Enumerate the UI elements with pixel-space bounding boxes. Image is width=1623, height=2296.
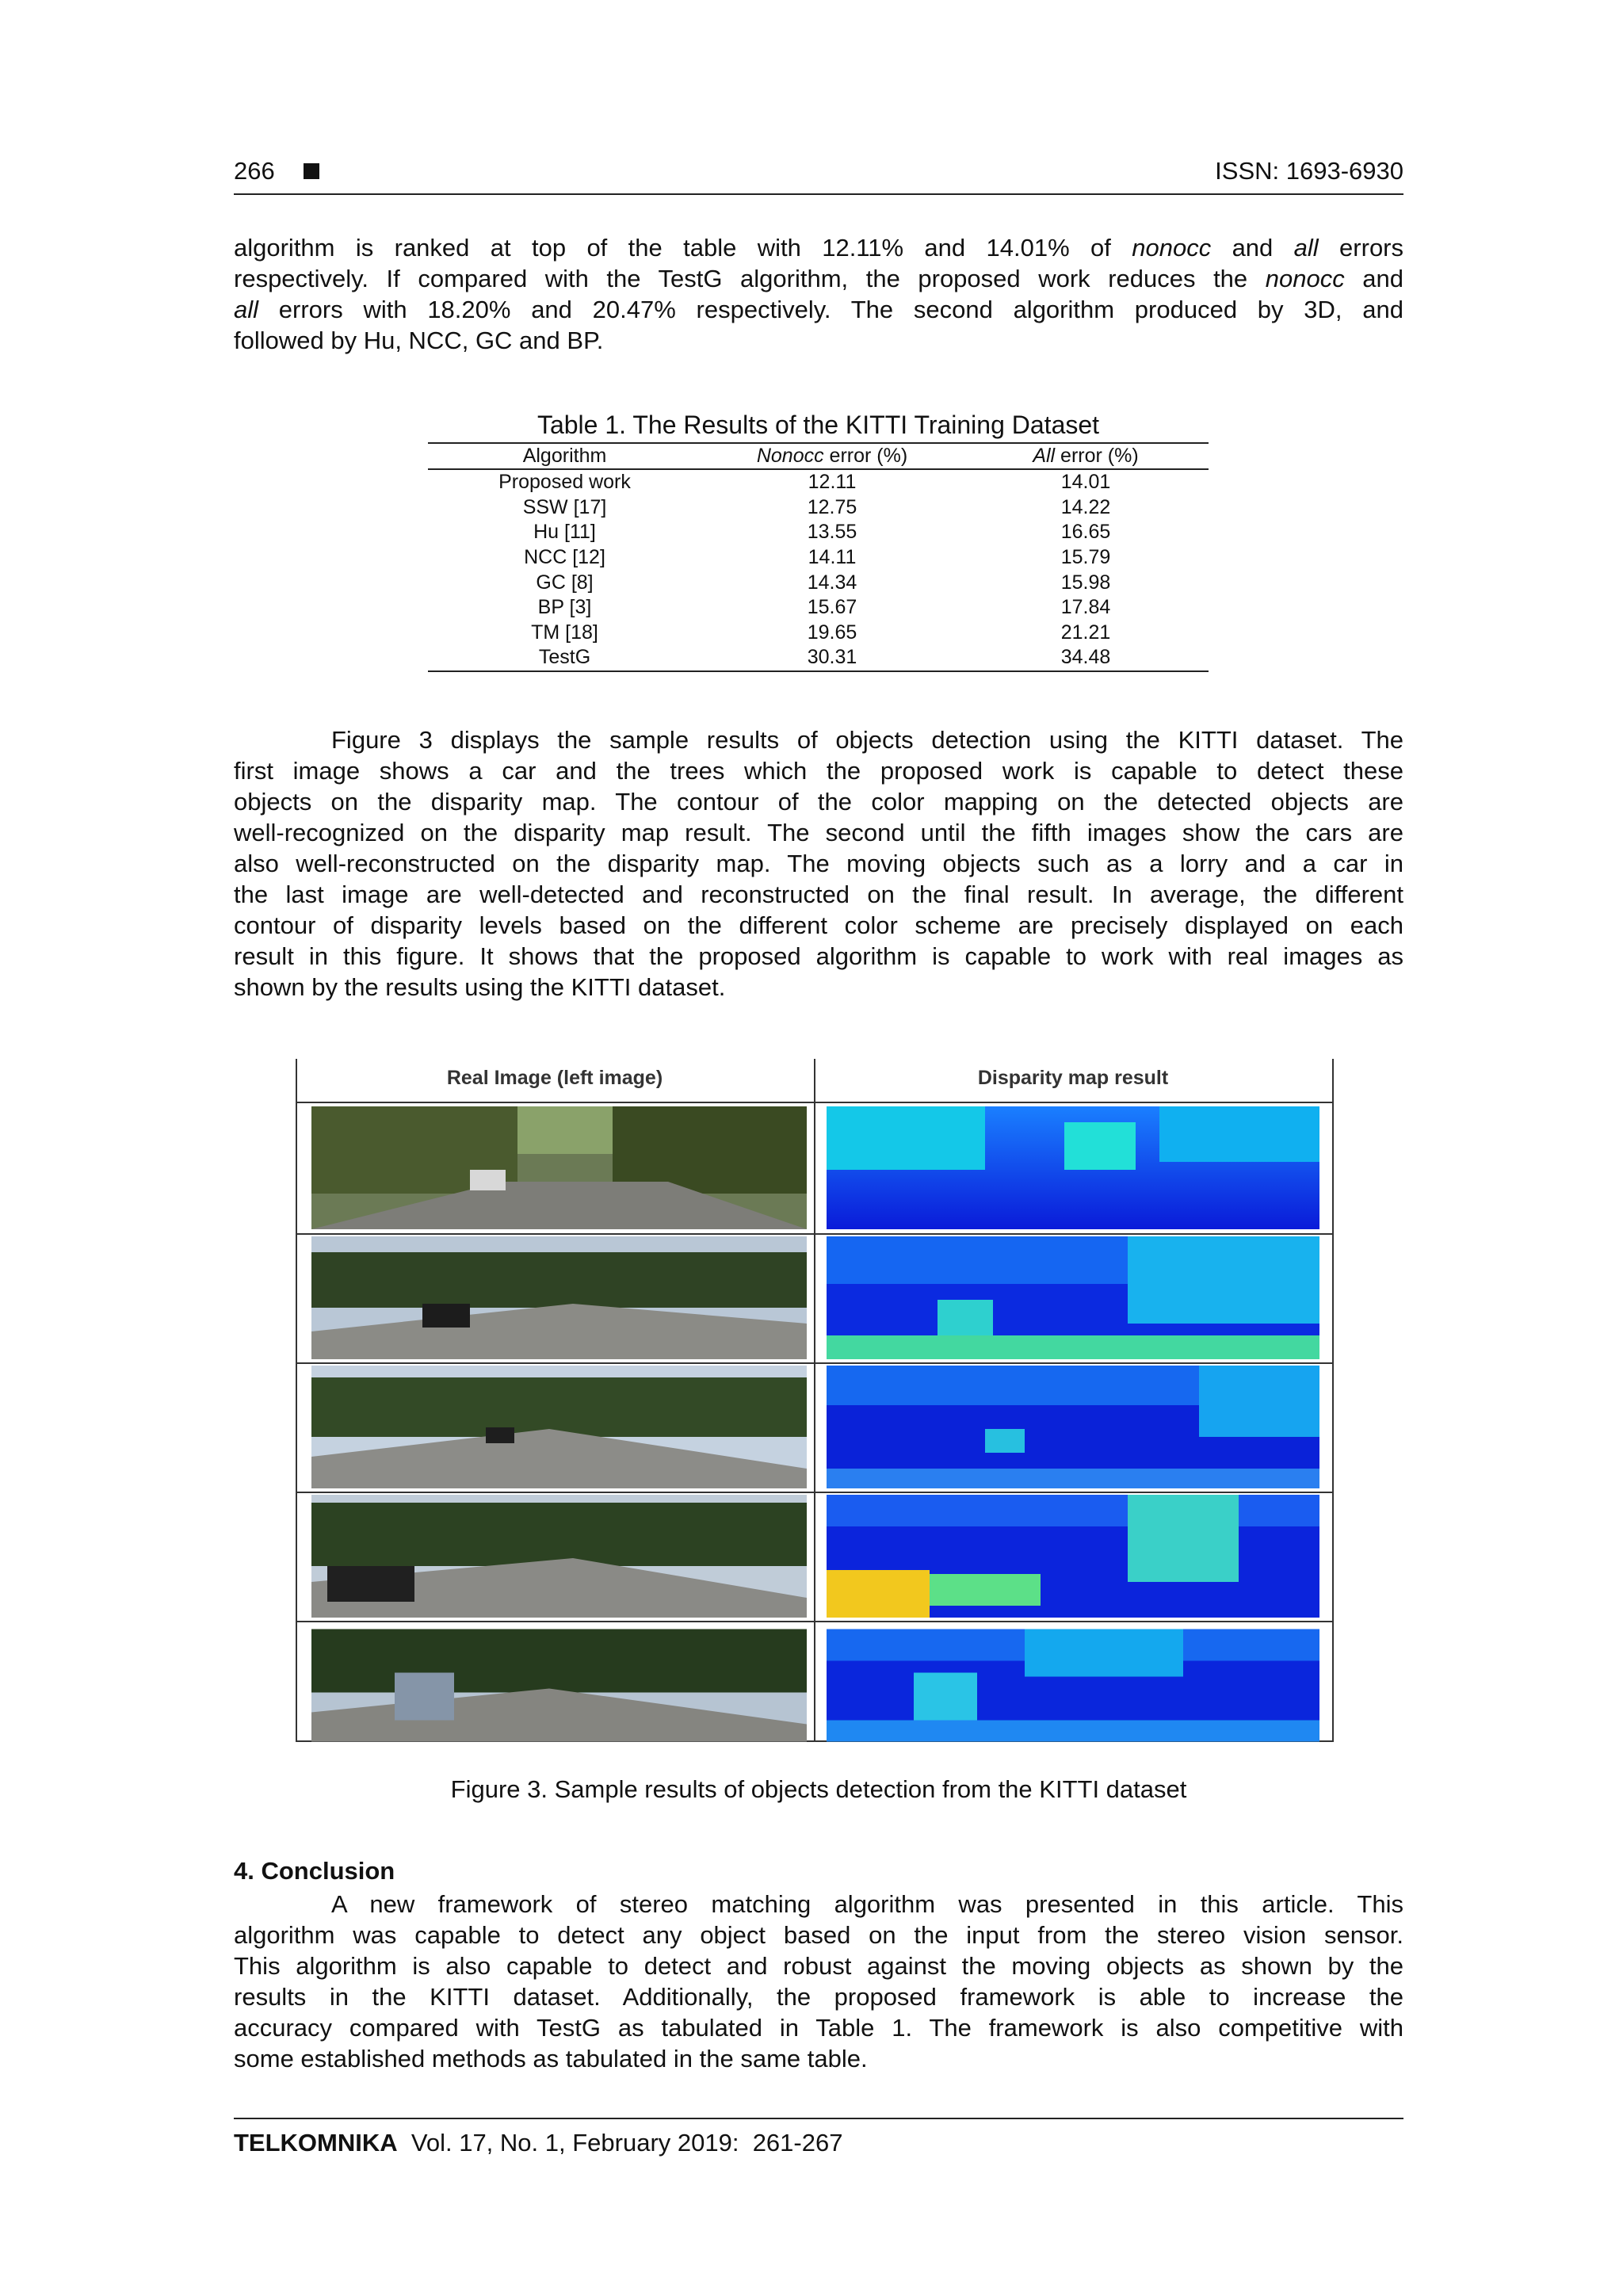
table-cell: 17.84 bbox=[1060, 596, 1111, 619]
table-cell: NCC [12] bbox=[524, 546, 605, 569]
table-cell: 14.34 bbox=[807, 571, 857, 594]
road-photo-1 bbox=[311, 1106, 807, 1229]
text-line bbox=[234, 1981, 1403, 2012]
header-italic: Nonocc bbox=[756, 445, 824, 467]
text-line bbox=[234, 817, 1403, 848]
column-header bbox=[701, 443, 963, 469]
text-segment: result in this figure. It shows that the proposed algorithm is capable to work with real images as bbox=[234, 942, 1403, 970]
text-segment: and bbox=[1344, 265, 1403, 292]
table-cell: 34.48 bbox=[963, 645, 1209, 671]
figure-border-left bbox=[296, 1059, 297, 1742]
table-cell: GC [8] bbox=[536, 571, 594, 594]
text-line bbox=[234, 232, 1403, 263]
page-header bbox=[234, 155, 1403, 195]
text-line bbox=[234, 724, 1403, 755]
figure-row-divider-2 bbox=[296, 1362, 1334, 1364]
table-cell: 16.65 bbox=[1060, 521, 1111, 544]
road-photo-2 bbox=[311, 1236, 807, 1359]
table-cell: TestG bbox=[428, 645, 701, 671]
figure-row-divider-3 bbox=[296, 1492, 1334, 1493]
disparity-map-2 bbox=[827, 1236, 1319, 1359]
text-line bbox=[234, 325, 1403, 356]
table-cell: 15.67 bbox=[807, 596, 857, 619]
column-header bbox=[428, 443, 701, 469]
page-number: 266 bbox=[234, 157, 275, 185]
figure-border-right bbox=[1332, 1059, 1334, 1742]
text-segment: some established methods as tabulated in the same table. bbox=[234, 2045, 868, 2073]
text-line bbox=[234, 910, 1403, 941]
table-cell: Proposed work bbox=[498, 471, 631, 494]
text-segment: Figure 3 displays the sample results of objects detection using the KITTI dataset. The bbox=[331, 726, 1403, 754]
table-row bbox=[428, 545, 1209, 571]
table-row bbox=[428, 520, 1209, 545]
header-italic: All bbox=[1033, 445, 1056, 467]
table-row bbox=[428, 645, 1209, 671]
header-text: Algorithm bbox=[522, 445, 607, 467]
conclusion-paragraph bbox=[234, 1889, 1403, 2074]
text-segment: shown by the results using the KITTI dataset. bbox=[234, 973, 726, 1001]
table-cell: 12.11 bbox=[808, 471, 857, 494]
italic-term: nonocc bbox=[1132, 234, 1212, 262]
text-line bbox=[234, 1920, 1403, 1950]
footer-citation bbox=[234, 2129, 842, 2157]
text-line bbox=[234, 941, 1403, 972]
text-segment: also well-reconstructed on the disparity map. The moving objects such as a lorry and a car in bbox=[234, 850, 1403, 877]
figure-row-divider-1 bbox=[296, 1233, 1334, 1235]
table-row bbox=[428, 595, 1209, 621]
square-bullet-icon bbox=[304, 163, 319, 179]
text-segment: A new framework of stereo matching algorithm was presented in this article. This bbox=[331, 1890, 1403, 1918]
intro-paragraph bbox=[234, 232, 1403, 356]
text-line bbox=[234, 848, 1403, 879]
table-cell: TM [18] bbox=[531, 621, 598, 644]
table-body bbox=[428, 469, 1209, 671]
table-row bbox=[428, 495, 1209, 521]
table-row bbox=[428, 469, 1209, 495]
column-header bbox=[963, 443, 1209, 469]
text-segment: well-recognized on the disparity map result. The second until the fifth images show the cars are bbox=[234, 819, 1403, 846]
text-line bbox=[234, 786, 1403, 817]
journal-name: TELKOMNIKA bbox=[234, 2129, 398, 2157]
table-cell: 13.55 bbox=[807, 521, 857, 544]
header-text: error (%) bbox=[823, 445, 908, 467]
text-line bbox=[234, 879, 1403, 910]
text-segment: accuracy compared with TestG as tabulated in Table 1. The framework is also competitive with bbox=[234, 2014, 1403, 2042]
disparity-map-4 bbox=[827, 1495, 1319, 1618]
disparity-map-3 bbox=[827, 1366, 1319, 1488]
header-text: error (%) bbox=[1055, 445, 1139, 467]
table-cell: 21.21 bbox=[1060, 621, 1111, 644]
table-caption: Table 1. The Results of the KITTI Training Dataset bbox=[537, 411, 1100, 439]
italic-term: all bbox=[234, 296, 259, 323]
journal-details: Vol. 17, No. 1, February 2019: 261-267 bbox=[397, 2129, 843, 2157]
text-segment: algorithm is ranked at top of the table with 12.11% and 14.01% of bbox=[234, 234, 1132, 262]
real-image-header: Real Image (left image) bbox=[446, 1067, 663, 1089]
table-cell: 12.75 bbox=[807, 495, 857, 518]
figure-divider bbox=[814, 1059, 815, 1742]
table-cell: 30.31 bbox=[701, 645, 963, 671]
table-cell: 14.22 bbox=[1060, 495, 1111, 518]
text-line bbox=[234, 755, 1403, 786]
table-row bbox=[428, 570, 1209, 595]
text-segment: respectively. If compared with the TestG algorithm, the proposed work reduces the bbox=[234, 265, 1266, 292]
italic-term: all bbox=[1293, 234, 1319, 262]
text-line bbox=[234, 2043, 1403, 2074]
issn: ISSN: 1693-6930 bbox=[1215, 157, 1403, 185]
text-segment: and bbox=[1211, 234, 1294, 262]
figure-3 bbox=[296, 1059, 1334, 1742]
figure-description-paragraph bbox=[234, 724, 1403, 1003]
table-cell: 14.01 bbox=[1060, 471, 1111, 494]
conclusion-title: 4. Conclusion bbox=[234, 1857, 395, 1885]
table-cell: 15.79 bbox=[1060, 546, 1111, 569]
road-photo-5 bbox=[311, 1624, 807, 1747]
text-line bbox=[234, 294, 1403, 325]
table-cell: 19.65 bbox=[807, 621, 857, 644]
text-segment: the last image are well-detected and reconstructed on the final result. In average, the different bbox=[234, 881, 1403, 908]
table-cell: Hu [11] bbox=[533, 521, 596, 544]
disparity-map-1 bbox=[827, 1106, 1319, 1229]
page-footer bbox=[234, 2118, 1403, 2159]
text-line bbox=[234, 1889, 1403, 1920]
text-line bbox=[234, 2012, 1403, 2043]
text-segment: objects on the disparity map. The contour of the color mapping on the detected objects are bbox=[234, 788, 1403, 816]
results-table bbox=[428, 442, 1209, 672]
table-cell: 14.11 bbox=[808, 546, 857, 569]
text-segment: followed by Hu, NCC, GC and BP. bbox=[234, 327, 604, 354]
disparity-map-5 bbox=[827, 1624, 1319, 1747]
text-segment: contour of disparity levels based on the different color scheme are precisely displayed on each bbox=[234, 911, 1403, 939]
figure-header-line bbox=[296, 1102, 1334, 1103]
italic-term: nonocc bbox=[1265, 265, 1345, 292]
text-segment: results in the KITTI dataset. Additionally, the proposed framework is able to increase the bbox=[234, 1983, 1403, 2011]
road-photo-3 bbox=[311, 1366, 807, 1488]
text-line bbox=[234, 972, 1403, 1003]
table-cell: 15.98 bbox=[1060, 571, 1111, 594]
text-segment: errors with 18.20% and 20.47% respectively. The second algorithm produced by 3D, and bbox=[258, 296, 1403, 323]
text-segment: errors bbox=[1318, 234, 1404, 262]
table-header-row bbox=[428, 443, 1209, 469]
text-segment: This algorithm is also capable to detect and robust against the moving objects as shown by the bbox=[234, 1952, 1403, 1980]
text-line bbox=[234, 1950, 1403, 1981]
figure-caption: Figure 3. Sample results of objects detection from the KITTI dataset bbox=[450, 1775, 1187, 1803]
disparity-header: Disparity map result bbox=[977, 1067, 1169, 1089]
table-cell: BP [3] bbox=[537, 596, 592, 619]
road-photo-4 bbox=[311, 1495, 807, 1618]
table-row bbox=[428, 621, 1209, 646]
text-line bbox=[234, 263, 1403, 294]
text-segment: first image shows a car and the trees which the proposed work is capable to detect these bbox=[234, 757, 1403, 785]
table-cell: SSW [17] bbox=[522, 495, 607, 518]
text-segment: algorithm was capable to detect any object based on the input from the stereo vision sensor. bbox=[234, 1921, 1403, 1949]
figure-row-divider-4 bbox=[296, 1621, 1334, 1622]
